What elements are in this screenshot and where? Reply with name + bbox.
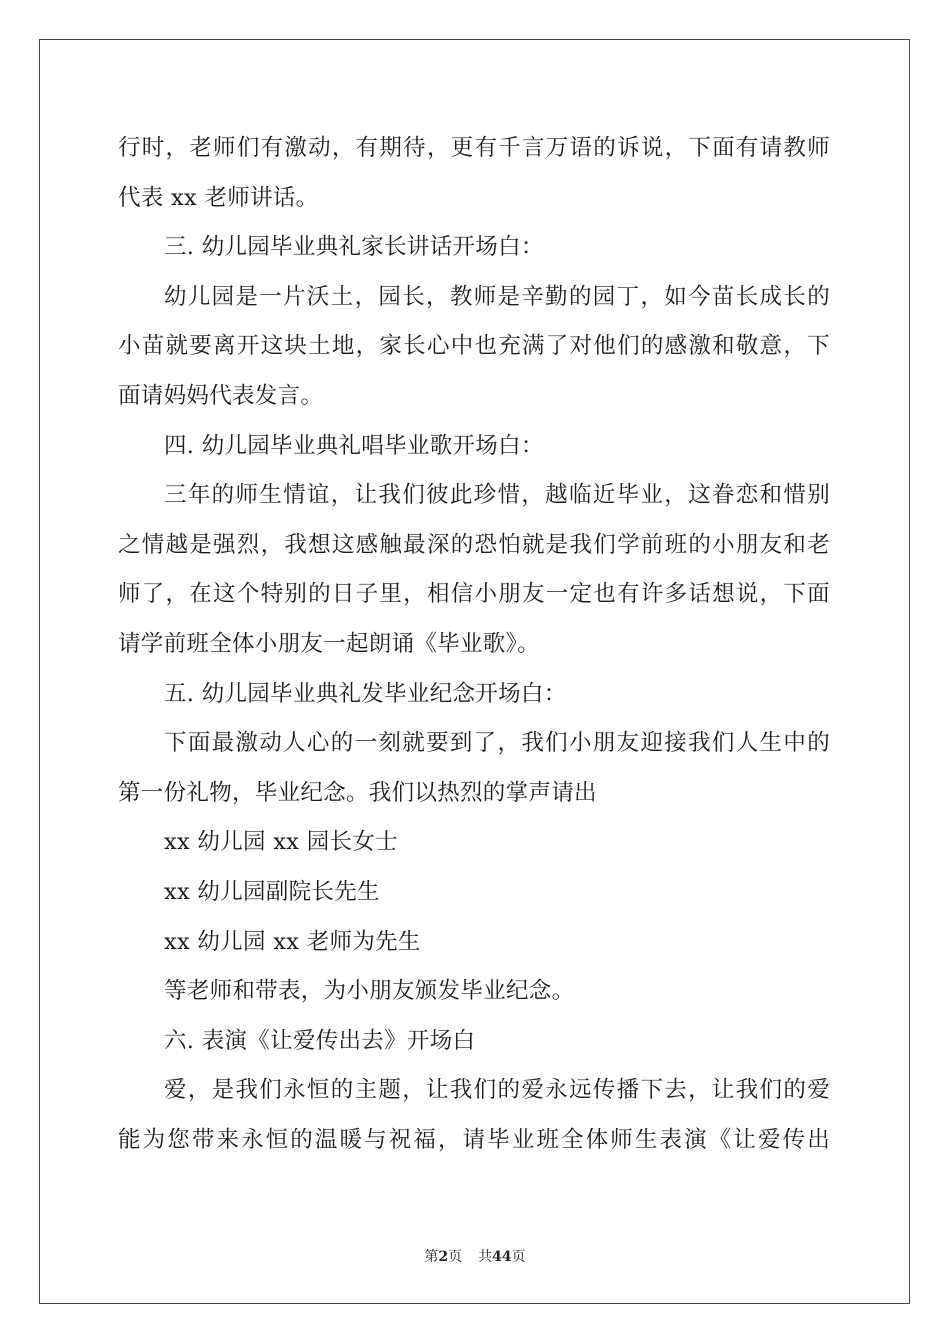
section-heading: 三. 幼儿园毕业典礼家长讲话开场白： xyxy=(164,234,544,261)
paragraph-line: 小苗就要离开这块土地，家长心中也充满了对他们的感激和敬意，下 xyxy=(118,333,830,360)
paragraph-line: 第一份礼物，毕业纪念。我们以热烈的掌声请出 xyxy=(118,779,597,806)
paragraph-line: 幼儿园是一片沃土，园长，教师是辛勤的园丁，如今苗长成长的 xyxy=(164,283,830,310)
total-pages-number: 44 xyxy=(492,1249,512,1265)
current-page-number: 2 xyxy=(438,1249,449,1265)
section-heading: 四. 幼儿园毕业典礼唱毕业歌开场白： xyxy=(164,432,544,459)
paragraph-line: 面请妈妈代表发言。 xyxy=(118,382,324,409)
paragraph-line: 等老师和带表，为小朋友颁发毕业纪念。 xyxy=(164,978,575,1005)
page-prefix: 第 xyxy=(424,1249,439,1265)
paragraph-line: 下面最激动人心的一刻就要到了，我们小朋友迎接我们人生中的 xyxy=(164,730,830,757)
page-footer xyxy=(0,1247,950,1267)
paragraph-line: 师了，在这个特别的日子里，相信小朋友一定也有许多话想说，下面 xyxy=(118,581,830,608)
paragraph-line: xx 幼儿园 xx 园长女士 xyxy=(164,829,398,856)
total-prefix: 共 xyxy=(478,1249,493,1265)
paragraph-line: 请学前班全体小朋友一起朗诵《毕业歌》。 xyxy=(118,630,540,657)
section-heading: 六. 表演《让爱传出去》开场白 xyxy=(164,1027,476,1054)
paragraph-line: 行时，老师们有激动，有期待，更有千言万语的诉说，下面有请教师 xyxy=(118,135,830,161)
paragraph-line: 之情越是强烈，我想这感触最深的恐怕就是我们学前班的小朋友和老 xyxy=(118,531,830,558)
paragraph-line: 能为您带来永恒的温暖与祝福，请毕业班全体师生表演《让爱传出 xyxy=(118,1126,830,1153)
paragraph-line: xx 幼儿园 xx 老师为先生 xyxy=(164,928,421,955)
paragraph-line: xx 幼儿园副院长先生 xyxy=(164,878,380,905)
document-body xyxy=(118,124,830,1165)
paragraph-line: 代表 xx 老师讲话。 xyxy=(118,184,319,211)
page-suffix: 页 xyxy=(448,1249,463,1265)
paragraph-line: 爱，是我们永恒的主题，让我们的爱永远传播下去，让我们的爱 xyxy=(164,1077,830,1104)
paragraph-line: 三年的师生情谊，让我们彼此珍惜，越临近毕业，这眷恋和惜别 xyxy=(164,482,830,509)
total-suffix: 页 xyxy=(511,1249,526,1265)
section-heading: 五. 幼儿园毕业典礼发毕业纪念开场白： xyxy=(164,680,567,707)
